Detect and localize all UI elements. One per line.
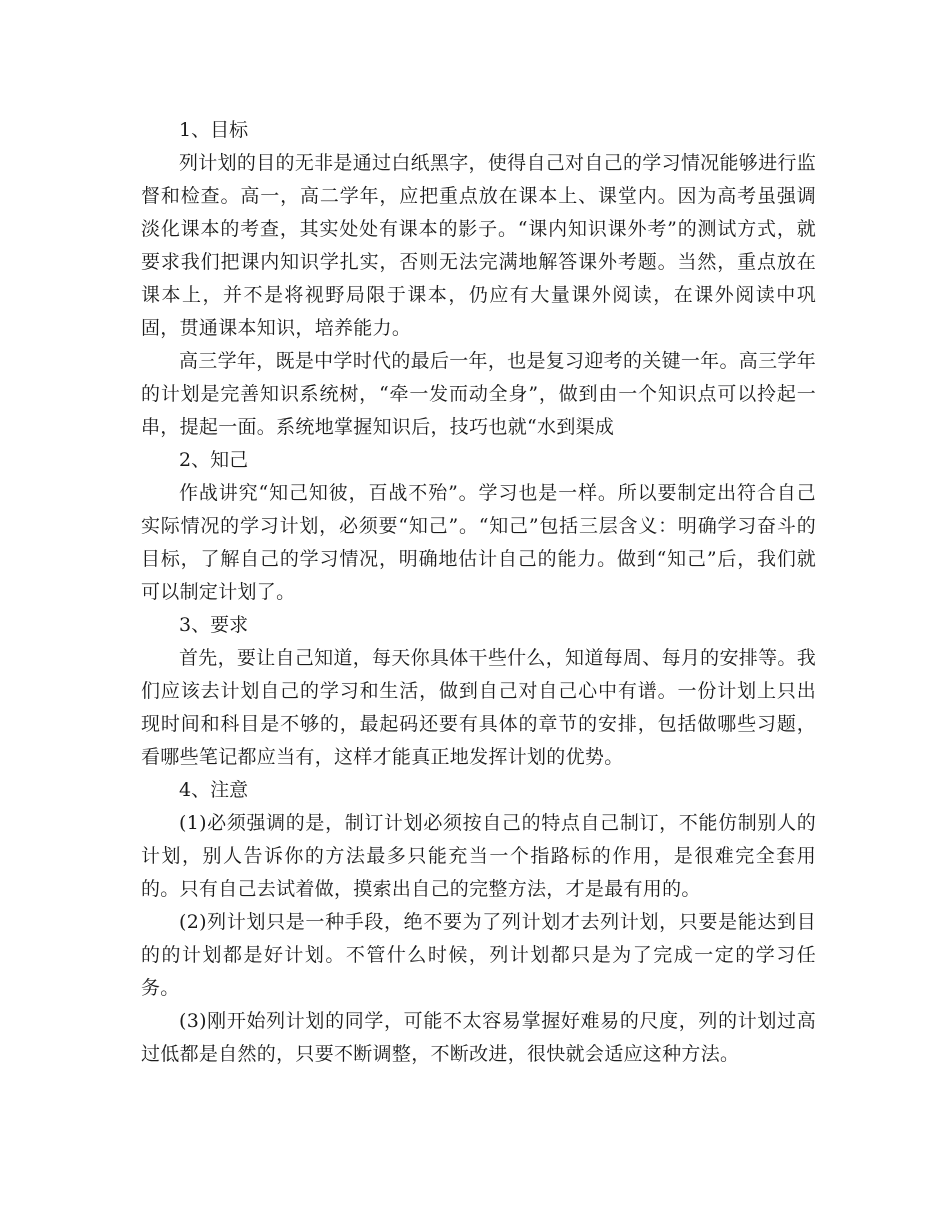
paragraph-goal-1: 列计划的目的无非是通过白纸黑字，使得自己对自己的学习情况能够进行监督和检查。高一，高二学年，应把重点放在课本上、课堂内。因为高考虽强调淡化课本的考查，其实处处有课本的影子。“课内知识课外考”的测试方式，就要求我们把课内知识学扎实，否则无法完满地解答课外考题。当然，重点放在课本上，并不是将视野局限于课本，仍应有大量课外阅读，在课外阅读中巩固，贯通课本知识，培养能力。 xyxy=(141,152,816,339)
section-heading-know-yourself: 2、知己 xyxy=(179,449,249,471)
section-heading-requirements: 3、要求 xyxy=(179,614,249,636)
paragraph-know-yourself-1: 作战讲究“知己知彼，百战不殆”。学习也是一样。所以要制定出符合自己实际情况的学习计划，必须要“知己”。“知己”包括三层含义：明确学习奋斗的目标，了解自己的学习情况，明确地估计自己的能力。做到“知己”后，我们就可以制定计划了。 xyxy=(141,482,816,603)
section-heading-goal: 1、目标 xyxy=(179,119,249,141)
paragraph-goal-2: 高三学年，既是中学时代的最后一年，也是复习迎考的关键一年。高三学年的计划是完善知识系统树，“牵一发而动全身”，做到由一个知识点可以拎起一串，提起一面。系统地掌握知识后，技巧也就“水到渠成 xyxy=(141,350,816,438)
document-page xyxy=(141,114,816,1071)
paragraph-notes-2: (2)列计划只是一种手段，绝不要为了列计划才去列计划，只要是能达到目的的计划都是好计划。不管什么时候，列计划都只是为了完成一定的学习任务。 xyxy=(141,911,816,999)
paragraph-requirements-1: 首先，要让自己知道，每天你具体干些什么，知道每周、每月的安排等。我们应该去计划自己的学习和生活，做到自己对自己心中有谱。一份计划上只出现时间和科目是不够的，最起码还要有具体的章节的安排，包括做哪些习题，看哪些笔记都应当有，这样才能真正地发挥计划的优势。 xyxy=(141,647,816,768)
section-heading-notes: 4、注意 xyxy=(179,779,249,801)
paragraph-notes-1: (1)必须强调的是，制订计划必须按自己的特点自己制订，不能仿制别人的计划，别人告诉你的方法最多只能充当一个指路标的作用，是很难完全套用的。只有自己去试着做，摸索出自己的完整方法，才是最有用的。 xyxy=(141,812,816,900)
paragraph-notes-3: (3)刚开始列计划的同学，可能不太容易掌握好难易的尺度，列的计划过高过低都是自然的，只要不断调整，不断改进，很快就会适应这种方法。 xyxy=(141,1010,816,1065)
